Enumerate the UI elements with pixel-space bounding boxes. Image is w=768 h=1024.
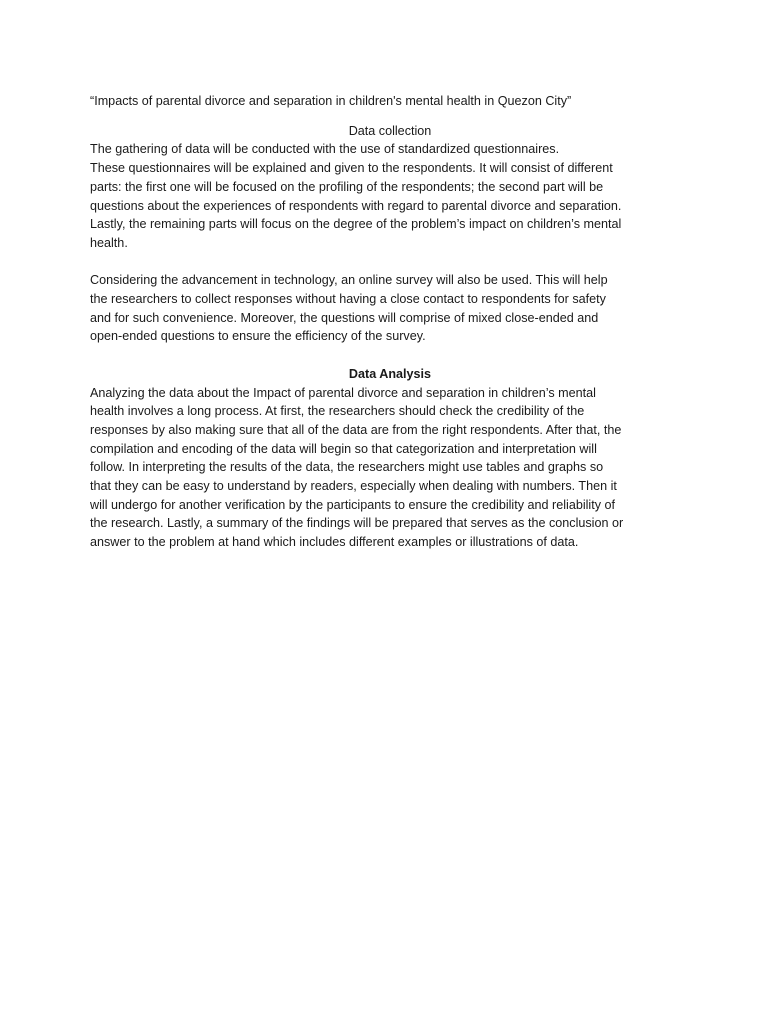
paragraph-line: Considering the advancement in technology, an online survey will also be used. This will help <box>90 273 608 288</box>
paragraph-line: will undergo for another verification by the participants to ensure the credibility and reliability of <box>90 497 616 512</box>
paragraph-line: answer to the problem at hand which includes different examples or illustrations of data. <box>90 535 579 550</box>
paragraph-spacer <box>90 253 690 272</box>
section-heading-data-collection: Data collection <box>348 123 432 138</box>
paragraph-line: health. <box>90 235 128 250</box>
paragraph <box>90 384 690 552</box>
paragraph-line: that they can be easy to understand by readers, especially when dealing with numbers. Then it <box>90 479 617 494</box>
paragraph-spacer <box>90 346 690 365</box>
paragraph-line: follow. In interpreting the results of the data, the researchers might use tables and graphs so <box>90 460 604 475</box>
paragraph <box>90 271 690 346</box>
paragraph-line: Lastly, the remaining parts will focus on the degree of the problem’s impact on children’s mental <box>90 217 622 232</box>
paragraph-line: parts: the first one will be focused on the profiling of the respondents; the second part will be <box>90 179 604 194</box>
document-body <box>90 92 690 552</box>
document-title: “Impacts of parental divorce and separation in children's mental health in Quezon City” <box>90 94 572 108</box>
paragraph-line: and for such convenience. Moreover, the questions will comprise of mixed close-ended and <box>90 310 599 325</box>
paragraph-line: The gathering of data will be conducted with the use of standardized questionnaires. <box>90 142 560 157</box>
paragraph-line: health involves a long process. At first, the researchers should check the credibility of the <box>90 404 585 419</box>
paragraph <box>90 140 690 252</box>
paragraph-line: These questionnaires will be explained and given to the respondents. It will consist of different <box>90 161 613 176</box>
paragraph-line: Analyzing the data about the Impact of parental divorce and separation in children’s mental <box>90 385 596 400</box>
paragraph-line: the research. Lastly, a summary of the findings will be prepared that serves as the conclusion or <box>90 516 624 531</box>
paragraph-line: the researchers to collect responses without having a close contact to respondents for safety <box>90 292 606 307</box>
paragraph-line: compilation and encoding of the data will begin so that categorization and interpretation will <box>90 441 597 456</box>
section-heading-data-analysis: Data Analysis <box>348 366 432 381</box>
paragraph-line: open-ended questions to ensure the efficiency of the survey. <box>90 329 426 344</box>
paragraph-line: questions about the experiences of respondents with regard to parental divorce and separation. <box>90 198 622 213</box>
paragraph-line: responses by also making sure that all of the data are from the right respondents. After that, the <box>90 422 622 437</box>
